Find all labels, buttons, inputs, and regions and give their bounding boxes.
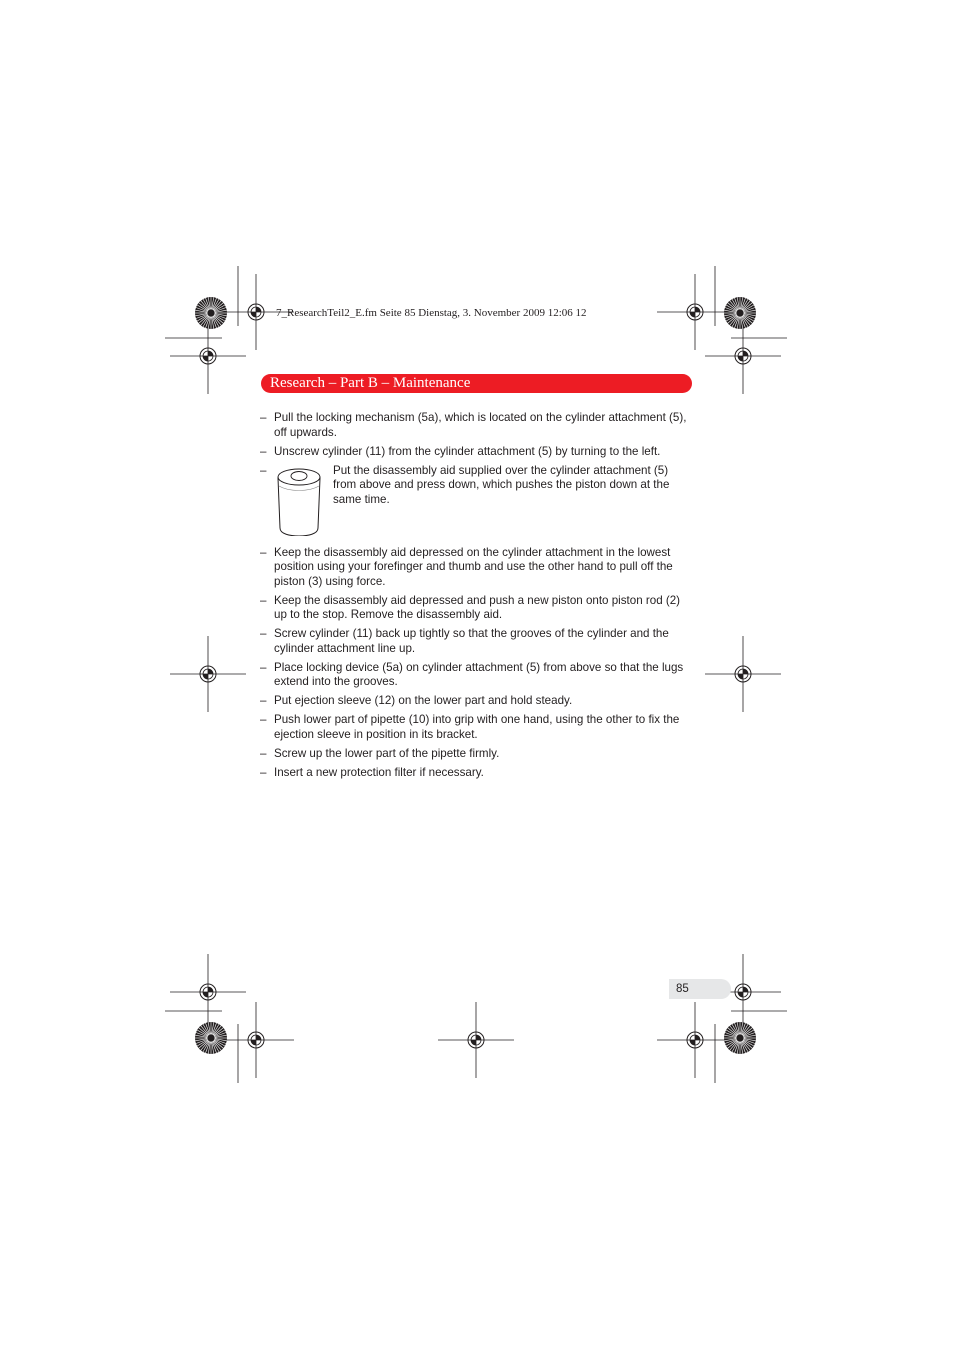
list-item [260,661,692,690]
registration-mark-icon [438,1002,514,1078]
list-item [260,713,692,742]
list-item [260,464,692,544]
step-text: Keep the disassembly aid depressed on the cylinder attachment in the lowest position using your forefinger and thumb and use the other hand to pull off the piston (3) using force. [274,545,673,588]
step-text: Pull the locking mechanism (5a), which is located on the cylinder attachment (5), off upwards. [274,411,687,439]
list-dash: – [260,747,267,761]
list-item [260,546,692,590]
step-text: Put ejection sleeve (12) on the lower part and hold steady. [274,694,573,708]
step-text: Push lower part of pipette (10) into grip with one hand, using the other to fix the ejection sleeve in position in its bracket. [274,713,680,742]
list-item [260,747,692,762]
print-slug: 7_ResearchTeil2_E.fm Seite 85 Dienstag, 3. November 2009 12:06 12 [276,307,587,319]
section-title: Research – Part B – Maintenance [270,375,471,391]
registration-mark-icon [657,1002,733,1078]
registration-mark-icon [218,1002,294,1078]
registration-mark-icon [170,636,246,712]
starburst-target-icon [195,297,227,329]
registration-mark-icon [170,954,246,1030]
step-text: Put the disassembly aid supplied over the cylinder attachment (5) from above and press down, which pushes the piston down at the same time. [333,463,670,506]
step-text: Screw cylinder (11) back up tightly so that the grooves of the cylinder and the cylinder attachment line up. [274,627,669,655]
registration-mark-icon [170,318,246,394]
section-header-bar [261,374,692,393]
list-dash: – [260,766,267,780]
list-dash: – [260,660,267,674]
instruction-list [260,411,692,785]
list-item [260,411,692,440]
list-dash: – [260,545,267,559]
list-dash: – [260,627,267,641]
step-text: Insert a new protection filter if necessary. [274,766,484,780]
registration-mark-icon [705,636,781,712]
step-text: Unscrew cylinder (11) from the cylinder attachment (5) by turning to the left. [274,444,661,458]
starburst-target-icon [724,1022,756,1054]
step-text: Keep the disassembly aid depressed and push a new piston onto piston rod (2) up to the stop. Remove the disassembly aid. [274,593,681,622]
step-text: Place locking device (5a) on cylinder attachment (5) from above so that the lugs extend into the grooves. [274,660,684,689]
page-number-tab [669,979,731,999]
list-item [260,694,692,709]
step-text: Screw up the lower part of the pipette firmly. [274,747,500,761]
list-item [260,627,692,656]
list-dash: – [260,694,267,708]
starburst-target-icon [724,297,756,329]
list-item [260,594,692,623]
list-dash: – [260,444,267,458]
registration-mark-icon [705,318,781,394]
list-item [260,445,692,460]
list-item [260,766,692,781]
list-dash: – [260,463,267,477]
registration-mark-icon [657,274,733,350]
starburst-target-icon [195,1022,227,1054]
list-dash: – [260,713,267,727]
list-dash: – [260,593,267,607]
page-number: 85 [676,983,689,995]
list-dash: – [260,411,267,424]
disassembly-aid-icon [274,464,324,536]
